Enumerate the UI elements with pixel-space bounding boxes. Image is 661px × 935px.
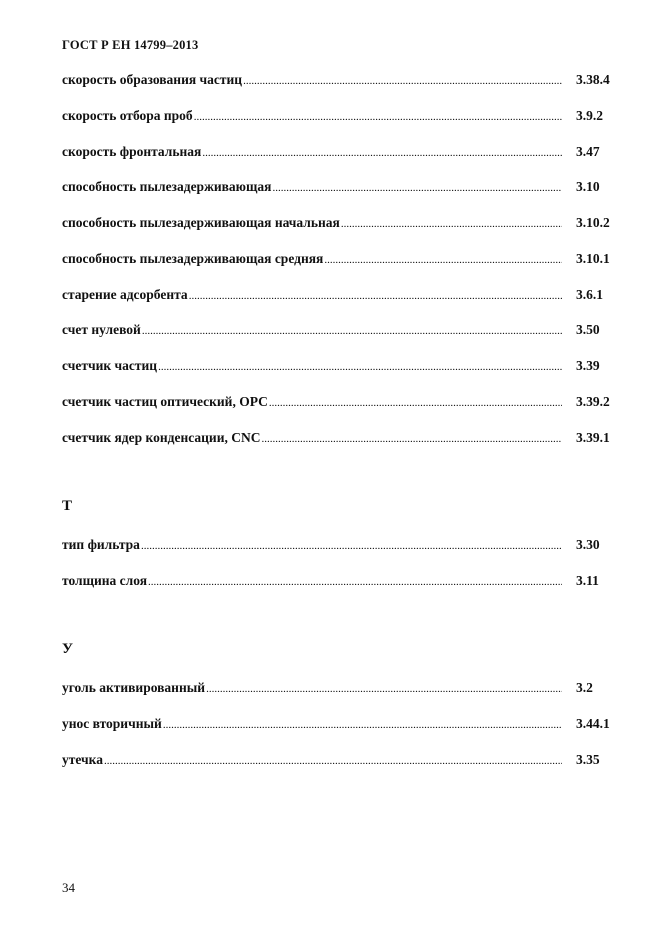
- dot-leader: [206, 682, 562, 696]
- index-entry: [62, 213, 562, 231]
- index-entry: [62, 285, 562, 303]
- index-term: утечка: [62, 752, 103, 767]
- index-term: унос вторичный: [62, 716, 162, 731]
- index-ref: 3.35: [576, 752, 600, 767]
- index-ref: 3.10: [576, 179, 600, 194]
- index-ref: 3.10.1: [576, 251, 610, 266]
- index-entry: [62, 356, 562, 374]
- dot-leader: [269, 396, 562, 410]
- index-entry: [62, 428, 562, 446]
- index-entry: [62, 535, 562, 553]
- dot-leader: [148, 575, 562, 589]
- section-letter-t: Т: [62, 498, 73, 514]
- index-ref: 3.47: [576, 144, 600, 159]
- index-ref: 3.9.2: [576, 108, 603, 123]
- dot-leader: [158, 360, 562, 374]
- index-term: скорость фронтальная: [62, 144, 202, 159]
- dot-leader: [189, 289, 562, 303]
- index-entry: [62, 177, 562, 195]
- index-entry: [62, 678, 562, 696]
- index-ref: 3.30: [576, 537, 600, 552]
- index-entry: [62, 106, 562, 124]
- index-ref: 3.50: [576, 322, 600, 337]
- dot-leader: [341, 217, 562, 231]
- index-term: тип фильтра: [62, 537, 140, 552]
- index-term: скорость отбора проб: [62, 108, 193, 123]
- index-ref: 3.39.2: [576, 394, 610, 409]
- index-entry: [62, 571, 562, 589]
- index-entry: [62, 249, 562, 267]
- index-entry: [62, 142, 562, 160]
- index-term: способность пылезадерживающая начальная: [62, 215, 340, 230]
- document-header: ГОСТ Р ЕН 14799–2013: [62, 38, 199, 52]
- index-entry: [62, 320, 562, 338]
- index-term: счетчик ядер конденсации, CNC: [62, 430, 261, 445]
- dot-leader: [202, 146, 562, 160]
- dot-leader: [194, 110, 562, 124]
- index-ref: 3.39: [576, 358, 600, 373]
- index-term: счет нулевой: [62, 322, 141, 337]
- index-entry: [62, 714, 562, 732]
- page-number: 34: [62, 880, 75, 895]
- index-ref: 3.6.1: [576, 287, 603, 302]
- dot-leader: [141, 539, 562, 553]
- dot-leader: [163, 718, 562, 732]
- dot-leader: [272, 181, 562, 195]
- dot-leader: [142, 324, 562, 338]
- index-ref: 3.38.4: [576, 72, 610, 87]
- index-term: старение адсорбента: [62, 287, 188, 302]
- index-term: толщина слоя: [62, 573, 148, 588]
- index-ref: 3.44.1: [576, 716, 610, 731]
- index-term: счетчик частиц: [62, 358, 158, 373]
- index-ref: 3.10.2: [576, 215, 610, 230]
- dot-leader: [324, 253, 562, 267]
- section-letter-u: У: [62, 641, 74, 657]
- index-ref: 3.11: [576, 573, 599, 588]
- index-term: уголь активированный: [62, 680, 206, 695]
- index-term: скорость образования частиц: [62, 72, 243, 87]
- index-ref: 3.39.1: [576, 430, 610, 445]
- index-entry: [62, 392, 562, 410]
- index-ref: 3.2: [576, 680, 593, 695]
- index-term: способность пылезадерживающая: [62, 179, 272, 194]
- index-term: счетчик частиц оптический, ОРС: [62, 394, 268, 409]
- index-entry: [62, 70, 562, 88]
- dot-leader: [261, 432, 562, 446]
- index-entry: [62, 750, 562, 768]
- dot-leader: [104, 754, 562, 768]
- index-term: способность пылезадерживающая средняя: [62, 251, 324, 266]
- dot-leader: [243, 74, 562, 88]
